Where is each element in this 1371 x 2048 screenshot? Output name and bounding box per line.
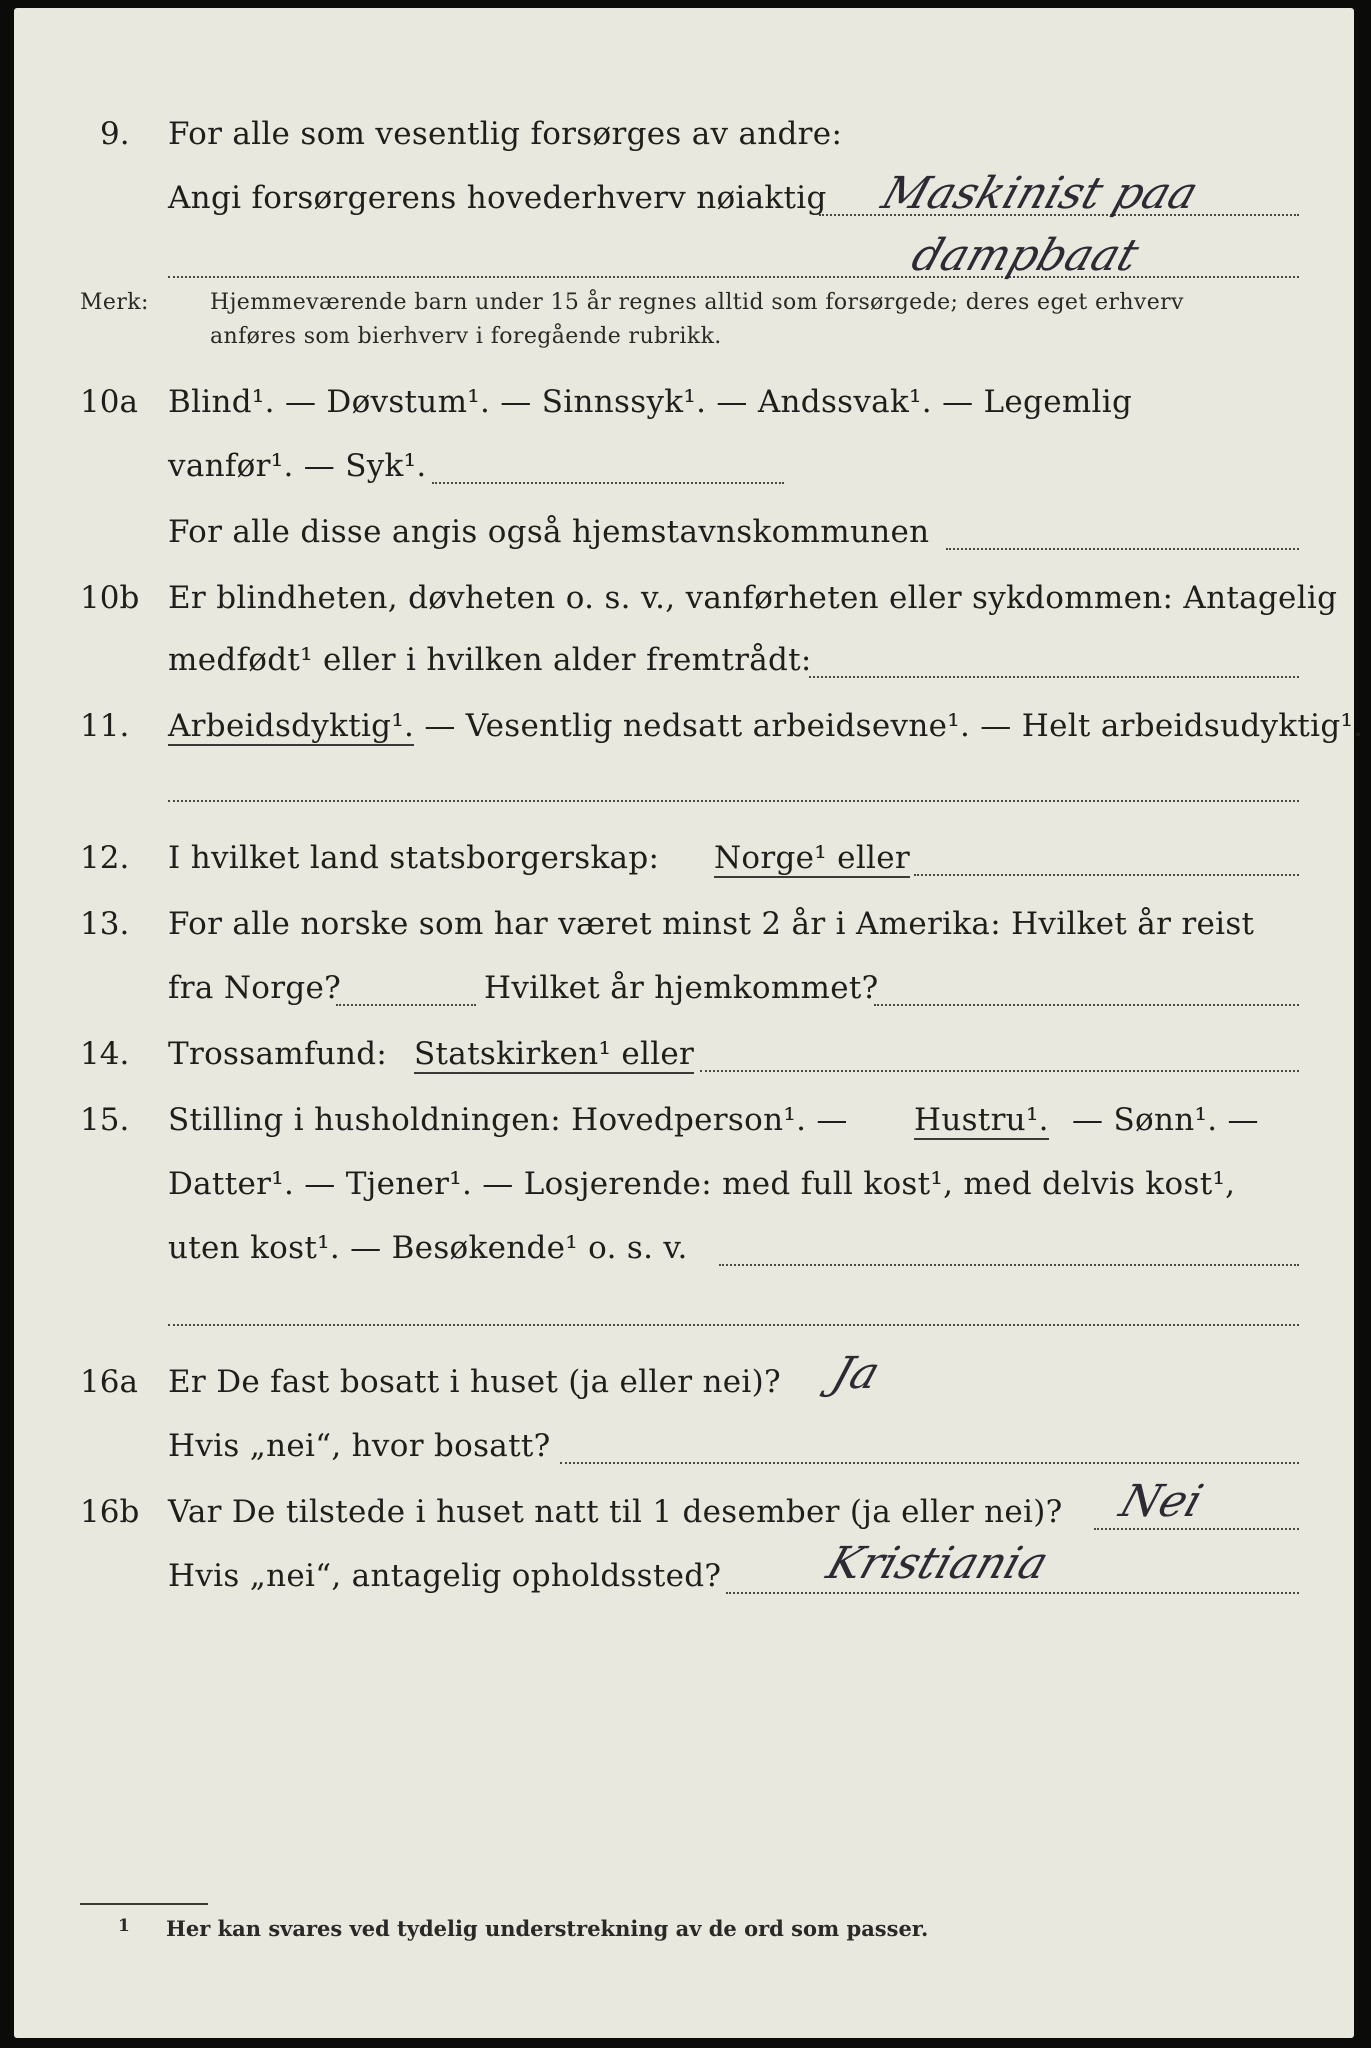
q13-number: 13. (80, 906, 130, 942)
q16a-answer-handwriting: Ja (825, 1348, 887, 1399)
q13-line2a: fra Norge? (168, 970, 342, 1006)
q10a-hjemstavn-line (946, 548, 1299, 550)
q11-number: 11. (80, 708, 130, 744)
q10b-answer-line (809, 676, 1299, 678)
q14-answer: Statskirken¹ eller (414, 1036, 695, 1072)
q10b-line1: Er blindheten, døvheten o. s. v., vanførheten eller sykdommen: Antagelig (168, 580, 1338, 616)
q12-number: 12. (80, 840, 130, 876)
q16a-answer-line (560, 1462, 1299, 1464)
q10a-number: 10a (80, 384, 138, 420)
q16a-line2: Hvis „nei“, hvor bosatt? (168, 1428, 551, 1464)
q16b-answer2-line (726, 1592, 1299, 1594)
merk-line1: Hjemmeværende barn under 15 år regnes alltid som forsørgede; deres eget erhverv (210, 290, 1184, 315)
q13-line2b: Hvilket år hjemkommet? (484, 970, 879, 1006)
q16a-number: 16a (80, 1364, 138, 1400)
q10a-answer-line (432, 482, 784, 484)
q11-arbeidsdyktig-underlined: Arbeidsdyktig¹. (168, 708, 415, 744)
q10a-line1: Blind¹. — Døvstum¹. — Sinnssyk¹. — Andssvak¹. — Legemlig (168, 384, 1133, 420)
q13-reist-line (336, 1004, 476, 1006)
q15-line1a: Stilling i husholdningen: Hovedperson¹. — (168, 1102, 848, 1138)
q9-answer-handwriting-1: Maskinist paa (875, 168, 1205, 219)
merk-label: Merk: (80, 290, 149, 315)
q9-line1: For alle som vesentlig forsørges av andre: (168, 116, 843, 152)
q15-hustru-underlined: Hustru¹. (914, 1102, 1049, 1138)
q12-text: I hvilket land statsborgerskap: (168, 840, 660, 876)
q16a-line1: Er De fast bosatt i huset (ja eller nei)? (168, 1364, 781, 1400)
q16b-answer2-handwriting: Kristiania (820, 1538, 1055, 1589)
q16b-line2: Hvis „nei“, antagelig opholdssted? (168, 1558, 722, 1594)
q16b-line1: Var De tilstede i huset natt til 1 desember (ja eller nei)? (168, 1494, 1063, 1530)
q15-answer-line1 (719, 1264, 1299, 1266)
q15-line3: uten kost¹. — Besøkende¹ o. s. v. (168, 1230, 688, 1266)
merk-line2: anføres som bierhverv i foregående rubrikk. (210, 324, 722, 349)
census-form-page (14, 8, 1364, 2038)
q14-number: 14. (80, 1036, 130, 1072)
q14-answer-line (700, 1070, 1299, 1072)
q9-answer-handwriting-2: dampbaat (905, 230, 1145, 281)
q10a-line2: vanfør¹. — Syk¹. (168, 448, 427, 484)
q10a-line3: For alle disse angis også hjemstavnskommunen (168, 514, 930, 550)
footnote-text: Her kan svares ved tydelig understrekning av de ord som passer. (166, 1916, 929, 1941)
footnote-rule (80, 1903, 208, 1905)
q10b-number: 10b (80, 580, 140, 616)
q13-hjemkommet-line (874, 1004, 1299, 1006)
q11-line1-rest: — Vesentlig nedsatt arbeidsevne¹. — Helt arbeidsudyktig¹. (414, 708, 1364, 744)
q14-text: Trossamfund: (168, 1036, 388, 1072)
q10b-line2: medfødt¹ eller i hvilken alder fremtrådt: (168, 642, 812, 678)
q9-line2: Angi forsørgerens hovederhverv nøiaktig (168, 180, 827, 216)
q13-line1: For alle norske som har været minst 2 år i Amerika: Hvilket år reist (168, 906, 1255, 942)
q12-answer: Norge¹ eller (714, 840, 911, 876)
q11-line1 (168, 708, 1363, 744)
q16b-number: 16b (80, 1494, 140, 1530)
q15-number: 15. (80, 1102, 130, 1138)
q16b-answer1-handwriting: Nei (1113, 1476, 1209, 1527)
q15-answer-line2 (168, 1324, 1299, 1326)
q15-line1c: — Sønn¹. — (1072, 1102, 1259, 1138)
q15-line2: Datter¹. — Tjener¹. — Losjerende: med full kost¹, med delvis kost¹, (168, 1166, 1236, 1202)
q12-answer-line (914, 874, 1299, 876)
q9-number: 9. (100, 116, 130, 152)
q16b-answer1-line (1094, 1528, 1299, 1530)
q11-answer-line (168, 800, 1299, 802)
footnote-mark: 1 (118, 1916, 130, 1936)
